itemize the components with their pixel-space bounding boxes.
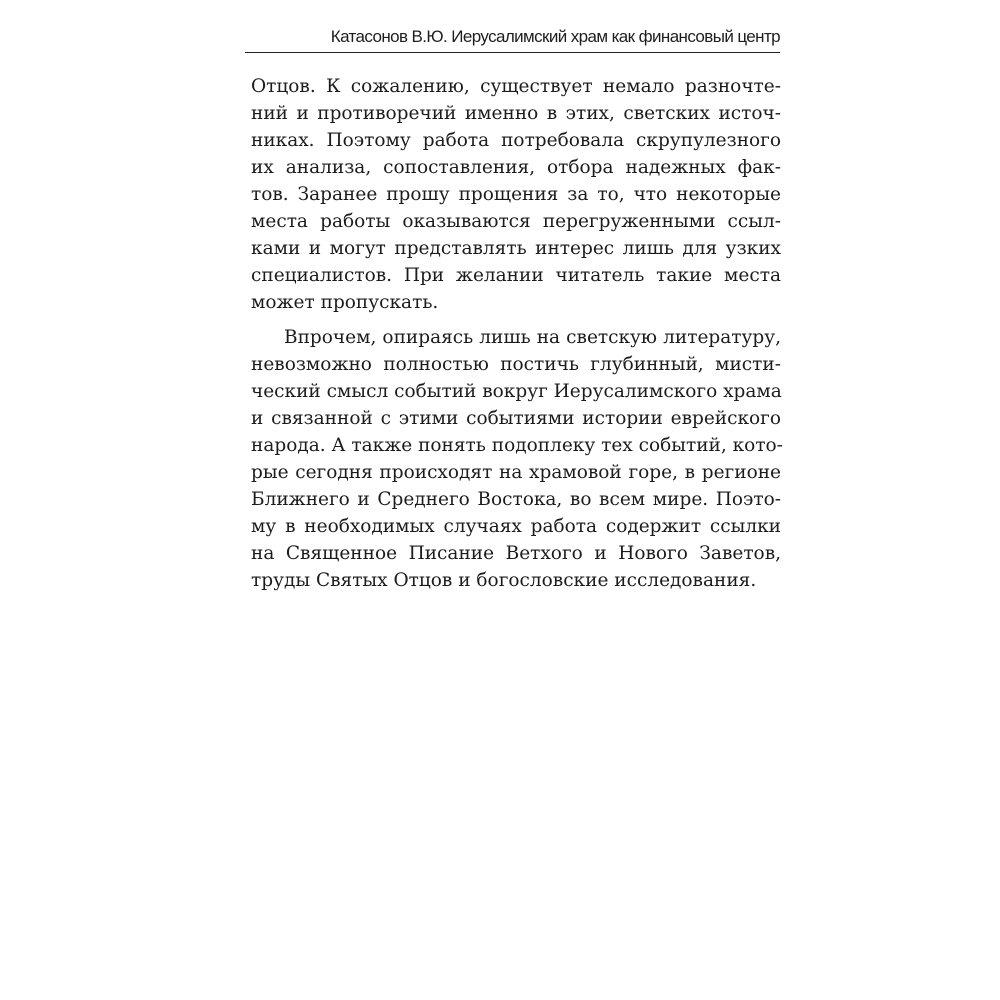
text-line: труды Святых Отцов и богословские исследования. (251, 570, 757, 591)
text-line: их анализа, сопоставления, отбора надежных фак- (251, 157, 781, 178)
text-line: Впрочем, опираясь лишь на светскую литературу, (284, 327, 781, 348)
text-line: ний и противоречий именно в этих, светских источ- (251, 103, 781, 124)
text-line: невозможно полностью постичь глубинный, мисти- (251, 354, 781, 375)
text-line: народа. А также понять подоплеку тех событий, кото- (251, 435, 783, 456)
text-line: никах. Поэтому работа потребовала скрупулезного (251, 130, 781, 151)
text-line: Отцов. К сожалению, существует немало разночте- (251, 76, 781, 97)
text-line: рые сегодня происходят на храмовой горе, в регионе (251, 462, 781, 483)
text-line: ками и могут представлять интерес лишь для узких (251, 238, 781, 259)
text-line: на Священное Писание Ветхого и Нового Заветов, (251, 543, 781, 564)
running-header-title: Катасонов В.Ю. Иерусалимский храм как финансовый центр (330, 27, 780, 46)
text-line: может пропускать. (251, 292, 439, 313)
running-header (245, 26, 780, 53)
body-text (251, 73, 781, 594)
text-line: специалистов. При желании читатель такие места (251, 265, 781, 286)
paragraph-1 (251, 73, 781, 316)
text-line: Ближнего и Среднего Востока, во всем мире. Поэто- (251, 489, 781, 510)
text-line: места работы оказываются перегруженными ссыл- (251, 211, 781, 232)
text-line: ческий смысл событий вокруг Иерусалимского храма (251, 381, 782, 402)
text-line: тов. Заранее прошу прощения за то, что некоторые (251, 184, 781, 205)
text-line: му в необходимых случаях работа содержит ссылки (251, 516, 781, 537)
paragraph-gap (251, 316, 781, 324)
text-line: и связанной с этими событиями истории еврейского (251, 408, 781, 429)
paragraph-2 (251, 324, 781, 594)
